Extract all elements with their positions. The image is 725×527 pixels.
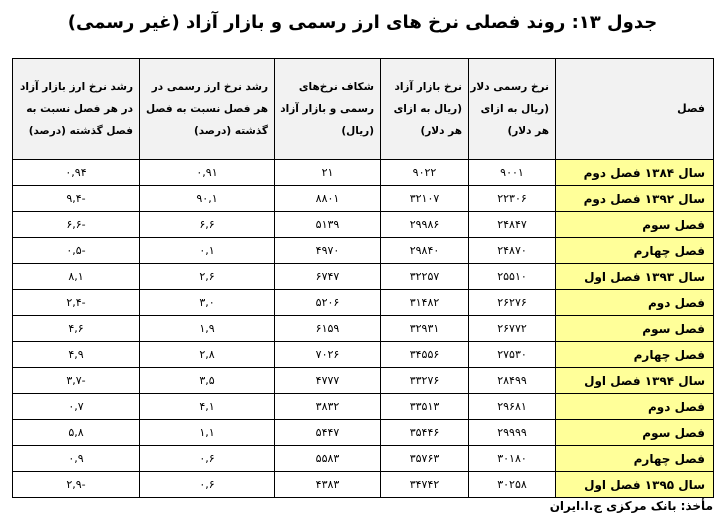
- season-cell: سال ۱۳۹۳ فصل اول: [556, 264, 714, 290]
- free-growth-cell: -۲,۴: [13, 290, 140, 316]
- season-cell: فصل دوم: [556, 394, 714, 420]
- season-cell: فصل دوم: [556, 290, 714, 316]
- free-market-rate-cell: ۳۱۴۸۲: [381, 290, 469, 316]
- season-cell: فصل سوم: [556, 316, 714, 342]
- official-rate-cell: ۲۸۴۹۹: [469, 368, 556, 394]
- official-rate-cell: ۲۹۶۸۱: [469, 394, 556, 420]
- official-rate-cell: ۲۶۷۷۲: [469, 316, 556, 342]
- official-rate-cell: ۲۴۸۷۰: [469, 238, 556, 264]
- official-growth-cell: ۱,۹: [140, 316, 275, 342]
- column-header-free-growth: رشد نرخ ارز بازار آزاد در هر فصل نسبت به فصل گذشته (درصد): [13, 59, 140, 160]
- free-market-rate-cell: ۳۲۹۳۱: [381, 316, 469, 342]
- gap-cell: ۳۸۳۲: [275, 394, 381, 420]
- table-row: [13, 290, 714, 316]
- free-growth-cell: -۳,۷: [13, 368, 140, 394]
- official-growth-cell: ۰,۶: [140, 472, 275, 498]
- official-growth-cell: ۳,۵: [140, 368, 275, 394]
- official-rate-cell: ۳۰۱۸۰: [469, 446, 556, 472]
- free-growth-cell: ۴,۶: [13, 316, 140, 342]
- table-row: [13, 264, 714, 290]
- official-rate-cell: ۲۵۵۱۰: [469, 264, 556, 290]
- table-row: [13, 420, 714, 446]
- free-growth-cell: -۹,۴: [13, 186, 140, 212]
- free-market-rate-cell: ۲۹۸۴۰: [381, 238, 469, 264]
- official-growth-cell: ۲,۶: [140, 264, 275, 290]
- season-cell: فصل سوم: [556, 420, 714, 446]
- official-rate-cell: ۳۰۲۵۸: [469, 472, 556, 498]
- free-growth-cell: ۰,۹: [13, 446, 140, 472]
- gap-cell: ۷۰۲۶: [275, 342, 381, 368]
- gap-cell: ۵۵۸۳: [275, 446, 381, 472]
- official-growth-cell: ۴,۱: [140, 394, 275, 420]
- season-cell: فصل چهارم: [556, 446, 714, 472]
- free-growth-cell: ۵,۸: [13, 420, 140, 446]
- season-cell: سال ۱۳۸۴ فصل دوم: [556, 160, 714, 186]
- header-row: [13, 59, 714, 160]
- table-row: [13, 160, 714, 186]
- official-growth-cell: ۱,۱: [140, 420, 275, 446]
- free-growth-cell: -۲,۹: [13, 472, 140, 498]
- free-growth-cell: ۰,۹۴: [13, 160, 140, 186]
- official-growth-cell: ۳,۰: [140, 290, 275, 316]
- official-growth-cell: ۰,۹۱: [140, 160, 275, 186]
- source-note: مأخذ: بانک مرکزی ج.ا.ایران: [549, 499, 713, 513]
- gap-cell: ۸۸۰۱: [275, 186, 381, 212]
- gap-cell: ۵۴۴۷: [275, 420, 381, 446]
- official-growth-cell: ۰,۱: [140, 238, 275, 264]
- table-row: [13, 186, 714, 212]
- gap-cell: ۵۱۳۹: [275, 212, 381, 238]
- table-row: [13, 316, 714, 342]
- free-market-rate-cell: ۲۹۹۸۶: [381, 212, 469, 238]
- gap-cell: ۴۳۸۳: [275, 472, 381, 498]
- free-market-rate-cell: ۹۰۲۲: [381, 160, 469, 186]
- free-market-rate-cell: ۳۵۷۶۳: [381, 446, 469, 472]
- free-growth-cell: -۶,۶: [13, 212, 140, 238]
- table-header: [13, 59, 714, 160]
- official-growth-cell: ۹۰,۱: [140, 186, 275, 212]
- free-market-rate-cell: ۳۲۱۰۷: [381, 186, 469, 212]
- official-rate-cell: ۲۲۳۰۶: [469, 186, 556, 212]
- official-rate-cell: ۲۷۵۳۰: [469, 342, 556, 368]
- official-rate-cell: ۲۹۹۹۹: [469, 420, 556, 446]
- official-rate-cell: ۲۶۲۷۶: [469, 290, 556, 316]
- season-cell: فصل سوم: [556, 212, 714, 238]
- season-cell: سال ۱۳۹۴ فصل اول: [556, 368, 714, 394]
- gap-cell: ۴۹۷۰: [275, 238, 381, 264]
- official-rate-cell: ۹۰۰۱: [469, 160, 556, 186]
- column-header-season: فصل: [556, 59, 714, 160]
- official-rate-cell: ۲۴۸۴۷: [469, 212, 556, 238]
- table-row: [13, 212, 714, 238]
- column-header-gap: شکاف نرخ‌های رسمی و بازار آزاد (ریال): [275, 59, 381, 160]
- column-header-free-market-rate: نرخ بازار آزاد (ریال به ازای هر دلار): [381, 59, 469, 160]
- season-cell: فصل چهارم: [556, 238, 714, 264]
- gap-cell: ۴۷۷۷: [275, 368, 381, 394]
- free-market-rate-cell: ۳۳۵۱۳: [381, 394, 469, 420]
- column-header-official-rate: نرخ رسمی دلار (ریال به ازای هر دلار): [469, 59, 556, 160]
- free-market-rate-cell: ۳۲۲۵۷: [381, 264, 469, 290]
- table-title: جدول ۱۳: روند فصلی نرخ های ارز رسمی و بازار آزاد (غیر رسمی): [67, 12, 658, 33]
- free-market-rate-cell: ۳۴۵۵۶: [381, 342, 469, 368]
- table-row: [13, 472, 714, 498]
- official-growth-cell: ۲,۸: [140, 342, 275, 368]
- free-market-rate-cell: ۳۳۲۷۶: [381, 368, 469, 394]
- table-row: [13, 394, 714, 420]
- gap-cell: ۲۱: [275, 160, 381, 186]
- table-row: [13, 446, 714, 472]
- free-growth-cell: ۴,۹: [13, 342, 140, 368]
- free-growth-cell: ۰,۷: [13, 394, 140, 420]
- official-growth-cell: ۰,۶: [140, 446, 275, 472]
- table-row: [13, 368, 714, 394]
- table-body: [13, 160, 714, 498]
- official-growth-cell: ۶,۶: [140, 212, 275, 238]
- table-row: [13, 342, 714, 368]
- season-cell: فصل چهارم: [556, 342, 714, 368]
- season-cell: سال ۱۳۹۵ فصل اول: [556, 472, 714, 498]
- free-market-rate-cell: ۳۵۴۴۶: [381, 420, 469, 446]
- free-market-rate-cell: ۳۴۷۴۲: [381, 472, 469, 498]
- free-growth-cell: ۸,۱: [13, 264, 140, 290]
- exchange-rate-table: [12, 58, 714, 498]
- table-row: [13, 238, 714, 264]
- season-cell: سال ۱۳۹۲ فصل دوم: [556, 186, 714, 212]
- gap-cell: ۶۷۴۷: [275, 264, 381, 290]
- column-header-official-growth: رشد نرخ ارز رسمی در هر فصل نسبت به فصل گذشته (درصد): [140, 59, 275, 160]
- free-growth-cell: -۰,۵: [13, 238, 140, 264]
- gap-cell: ۶۱۵۹: [275, 316, 381, 342]
- gap-cell: ۵۲۰۶: [275, 290, 381, 316]
